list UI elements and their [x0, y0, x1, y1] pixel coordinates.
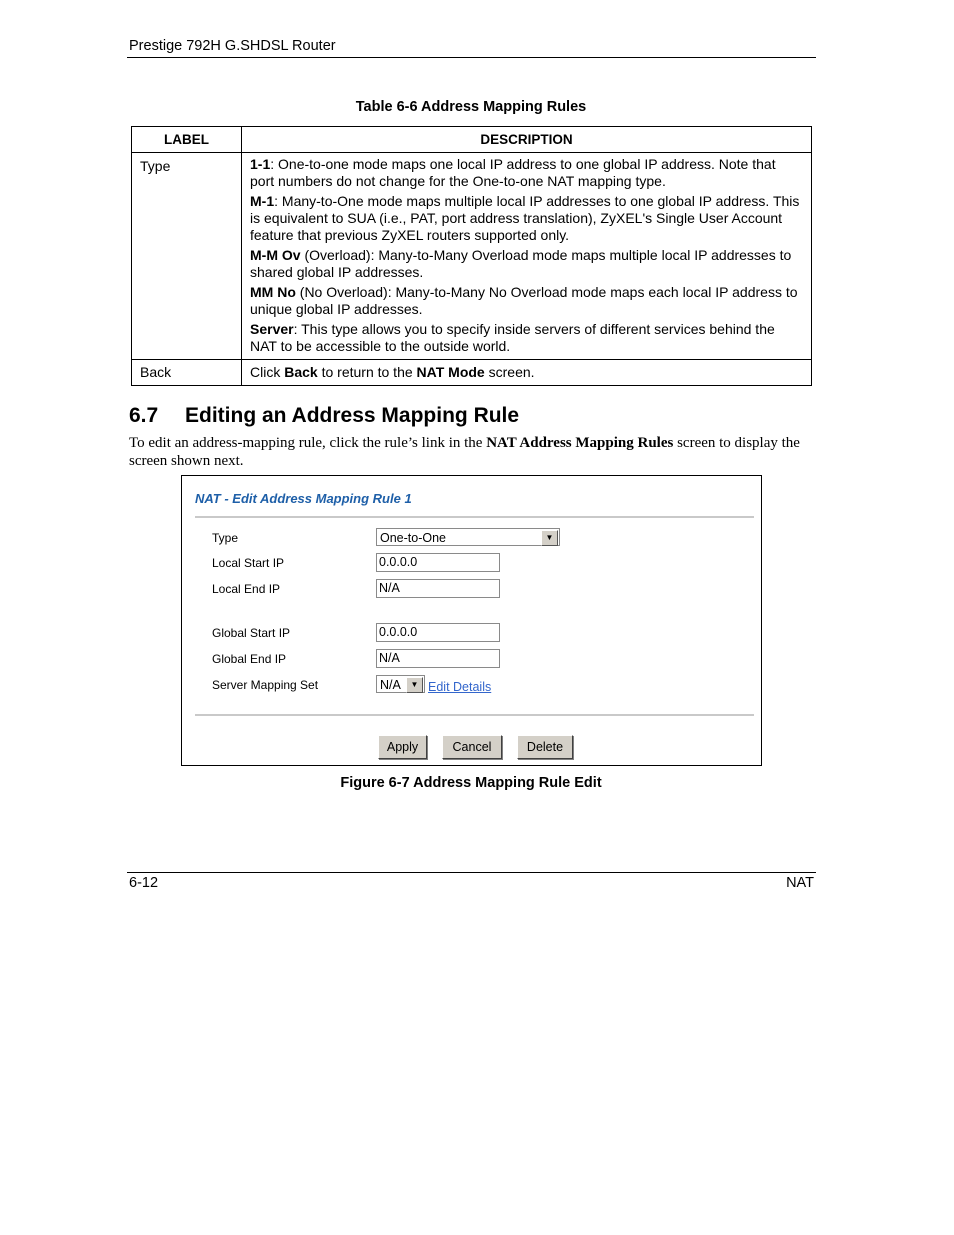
- type-select-value: One-to-One: [380, 531, 447, 545]
- term: NAT Mode: [416, 364, 485, 380]
- term: Back: [284, 364, 318, 380]
- table-row: [132, 153, 812, 360]
- table-header-row: [132, 127, 812, 153]
- section-title: Editing an Address Mapping Rule: [185, 404, 520, 427]
- chapter-name: NAT: [786, 875, 814, 891]
- local-end-ip-input[interactable]: N/A: [376, 579, 500, 598]
- section-number: 6.7: [129, 404, 159, 427]
- row-description-type: [242, 153, 812, 360]
- row-label-back: Back: [132, 360, 242, 386]
- screen-title: NAT - Edit Address Mapping Rule 1: [195, 491, 412, 506]
- text: screen.: [484, 364, 535, 380]
- server-mapping-set-label: Server Mapping Set: [212, 678, 319, 692]
- term: NAT Address Mapping Rules: [486, 435, 674, 451]
- text: screen to display the screen shown next.: [129, 435, 800, 469]
- button-divider: [195, 714, 754, 716]
- desc-server: [250, 321, 803, 355]
- running-header: Prestige 792H G.SHDSL Router: [129, 38, 336, 54]
- title-divider: [195, 516, 754, 518]
- term: M-1: [250, 193, 275, 209]
- server-mapping-set-select[interactable]: [376, 675, 425, 693]
- term: Server: [250, 321, 294, 337]
- footer-rule: [127, 872, 816, 873]
- server-mapping-set-value: N/A: [380, 678, 401, 692]
- delete-button[interactable]: Delete: [517, 735, 573, 759]
- term-text: (Overload): Many-to-Many Overload mode maps multiple local IP addresses to shared global IP addresses.: [250, 247, 792, 280]
- term-text: : Many-to-One mode maps multiple local IP addresses to one global IP address. This is equivalent to SUA (i.e., PAT, port address translation), ZyXEL's Single User Account feature that previous ZyXEL routers supported only.: [250, 193, 800, 243]
- term-text: : This type allows you to specify inside servers of different services behind the NAT to be accessible to the outside world.: [250, 321, 775, 354]
- term: 1-1: [250, 156, 271, 172]
- table-row: [132, 360, 812, 386]
- term: M-M Ov: [250, 247, 301, 263]
- chevron-down-icon[interactable]: ▼: [406, 677, 423, 693]
- term: MM No: [250, 284, 296, 300]
- text: Click: [250, 364, 285, 380]
- section-body: [129, 434, 813, 470]
- term-text: : One-to-one mode maps one local IP address to one global IP address. Note that port numbers do not change for the One-to-one NAT mapping type.: [250, 156, 776, 189]
- column-header-description: DESCRIPTION: [242, 127, 812, 153]
- chevron-down-icon[interactable]: ▼: [541, 530, 558, 546]
- cancel-button[interactable]: Cancel: [442, 735, 502, 759]
- local-start-ip-label: Local Start IP: [212, 556, 285, 570]
- row-description-back: [242, 360, 812, 386]
- edit-mapping-rule-screen: [181, 475, 762, 766]
- text: To edit an address-mapping rule, click the rule’s link in the: [129, 435, 487, 451]
- desc-many-to-many-overload: [250, 247, 803, 281]
- table-caption: Table 6-6 Address Mapping Rules: [355, 99, 587, 115]
- local-end-ip-label: Local End IP: [212, 582, 281, 596]
- global-end-ip-input[interactable]: N/A: [376, 649, 500, 668]
- term-text: (No Overload): Many-to-Many No Overload mode maps each local IP address to unique global IP addresses.: [250, 284, 798, 317]
- desc-many-to-one: [250, 193, 803, 244]
- row-label-type: Type: [132, 153, 242, 360]
- global-end-ip-label: Global End IP: [212, 652, 287, 666]
- type-label: Type: [212, 531, 239, 545]
- edit-details-link[interactable]: Edit Details: [428, 680, 492, 694]
- page-number: 6-12: [129, 875, 159, 891]
- address-mapping-rules-table: [131, 126, 812, 386]
- desc-one-to-one: [250, 156, 803, 190]
- column-header-label: LABEL: [132, 127, 242, 153]
- type-select[interactable]: [376, 528, 560, 546]
- apply-button[interactable]: Apply: [378, 735, 427, 759]
- header-rule: [127, 57, 816, 58]
- text: to return to the: [317, 364, 417, 380]
- desc-many-to-many-no-overload: [250, 284, 803, 318]
- global-start-ip-label: Global Start IP: [212, 626, 291, 640]
- local-start-ip-input[interactable]: 0.0.0.0: [376, 553, 500, 572]
- figure-caption: Figure 6-7 Address Mapping Rule Edit: [340, 775, 602, 791]
- global-start-ip-input[interactable]: 0.0.0.0: [376, 623, 500, 642]
